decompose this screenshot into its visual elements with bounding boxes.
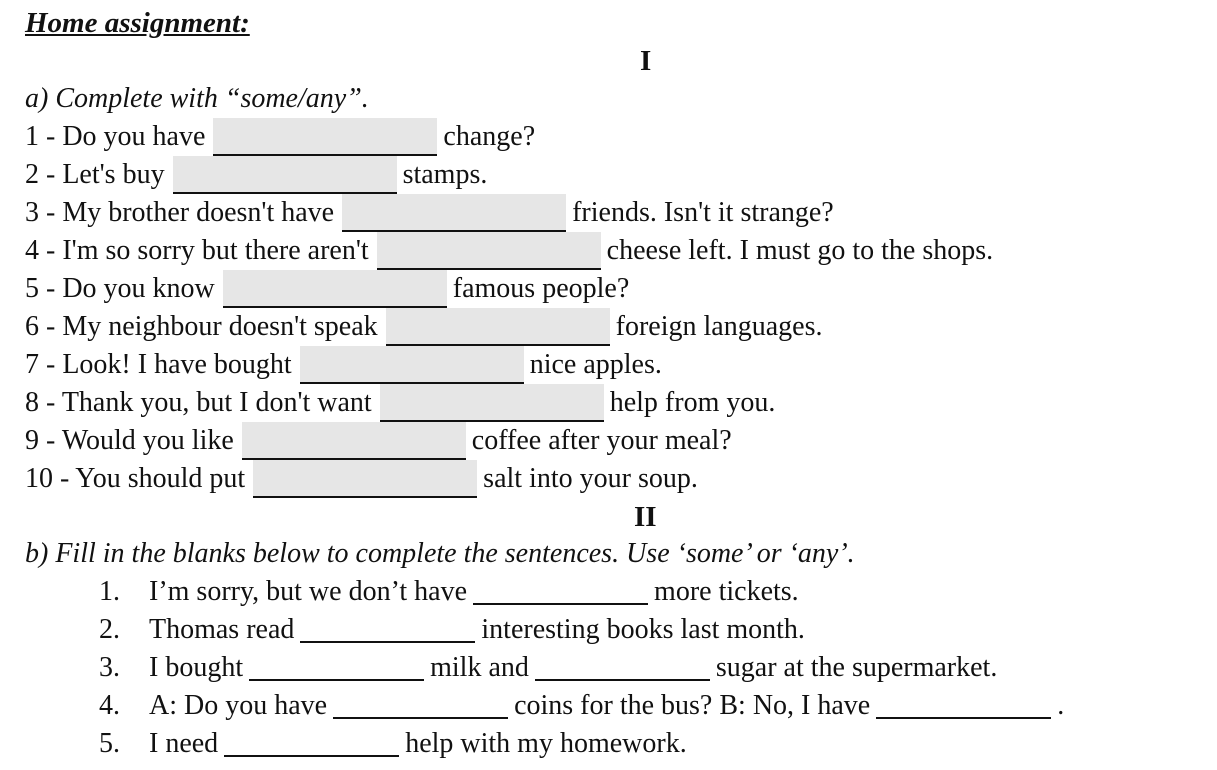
item-text-before: 5 - Do you know <box>25 273 215 304</box>
blank-field[interactable] <box>377 232 601 270</box>
section-1-instruction: a) Complete with “some/any”. <box>25 83 369 114</box>
item-text-before: 8 - Thank you, but I don't want <box>25 387 372 418</box>
item-text-after: friends. Isn't it strange? <box>572 197 834 228</box>
item-number: 4. <box>99 690 120 721</box>
item-text-before: 10 - You should put <box>25 463 246 494</box>
item-number: 1. <box>99 576 120 607</box>
exercise-b-item <box>70 573 799 611</box>
section-2-instruction: b) Fill in the blanks below to complete the sentences. Use ‘some’ or ‘any’. <box>25 538 855 569</box>
item-text: I’m sorry, but we don’t have <box>149 576 468 607</box>
item-number: 5. <box>99 728 120 759</box>
page-title: Home assignment: <box>25 7 250 39</box>
item-number: 3. <box>99 652 120 683</box>
item-text-after: cheese left. I must go to the shops. <box>606 235 994 266</box>
exercise-b-item <box>70 687 1064 725</box>
item-text: . <box>1057 690 1065 721</box>
blank-field[interactable] <box>213 118 437 156</box>
item-text: I bought <box>149 652 244 683</box>
exercise-a-item <box>25 232 993 270</box>
exercise-b-item <box>70 725 687 763</box>
exercise-a-item <box>25 384 775 422</box>
item-text-after: coffee after your meal? <box>471 425 732 456</box>
blank-line[interactable] <box>249 649 424 681</box>
blank-field[interactable] <box>342 194 566 232</box>
blank-line[interactable] <box>333 687 508 719</box>
section-1-numeral: I <box>640 45 652 77</box>
exercise-a-item <box>25 308 822 346</box>
item-text-after: salt into your soup. <box>483 463 698 494</box>
blank-field[interactable] <box>380 384 604 422</box>
exercise-a-item <box>25 118 535 156</box>
item-text-after: foreign languages. <box>615 311 823 342</box>
item-text: interesting books last month. <box>481 614 805 645</box>
exercise-b-item <box>70 649 997 687</box>
item-text-after: change? <box>443 121 536 152</box>
blank-field[interactable] <box>386 308 610 346</box>
blank-field[interactable] <box>173 156 397 194</box>
item-text: I need <box>149 728 219 759</box>
item-text-before: 3 - My brother doesn't have <box>25 197 335 228</box>
exercise-a-item <box>25 156 487 194</box>
item-text-after: stamps. <box>402 159 488 190</box>
item-text: A: Do you have <box>149 690 328 721</box>
item-text: coins for the bus? B: No, I have <box>514 690 871 721</box>
item-text-before: 4 - I'm so sorry but there aren't <box>25 235 369 266</box>
blank-line[interactable] <box>300 611 475 643</box>
item-text: more tickets. <box>654 576 799 607</box>
exercise-a-item <box>25 194 834 232</box>
item-text-before: 6 - My neighbour doesn't speak <box>25 311 378 342</box>
blank-field[interactable] <box>300 346 524 384</box>
item-text: Thomas read <box>149 614 295 645</box>
blank-line[interactable] <box>473 573 648 605</box>
exercise-a-item <box>25 346 662 384</box>
blank-line[interactable] <box>876 687 1051 719</box>
item-text: sugar at the supermarket. <box>715 652 998 683</box>
exercise-a-item <box>25 460 698 498</box>
item-text-before: 2 - Let's buy <box>25 159 165 190</box>
exercise-a-item <box>25 422 732 460</box>
item-text: help with my homework. <box>405 728 687 759</box>
exercise-a-item <box>25 270 629 308</box>
item-text-after: help from you. <box>609 387 776 418</box>
item-text-after: famous people? <box>452 273 630 304</box>
item-number: 2. <box>99 614 120 645</box>
blank-field[interactable] <box>253 460 477 498</box>
item-text-before: 1 - Do you have <box>25 121 206 152</box>
item-text-before: 7 - Look! I have bought <box>25 349 292 380</box>
blank-line[interactable] <box>224 725 399 757</box>
blank-field[interactable] <box>223 270 447 308</box>
item-text-before: 9 - Would you like <box>25 425 234 456</box>
blank-line[interactable] <box>535 649 710 681</box>
blank-field[interactable] <box>242 422 466 460</box>
item-text-after: nice apples. <box>529 349 662 380</box>
section-2-numeral: II <box>634 501 657 533</box>
exercise-b-item <box>70 611 805 649</box>
item-text: milk and <box>430 652 529 683</box>
